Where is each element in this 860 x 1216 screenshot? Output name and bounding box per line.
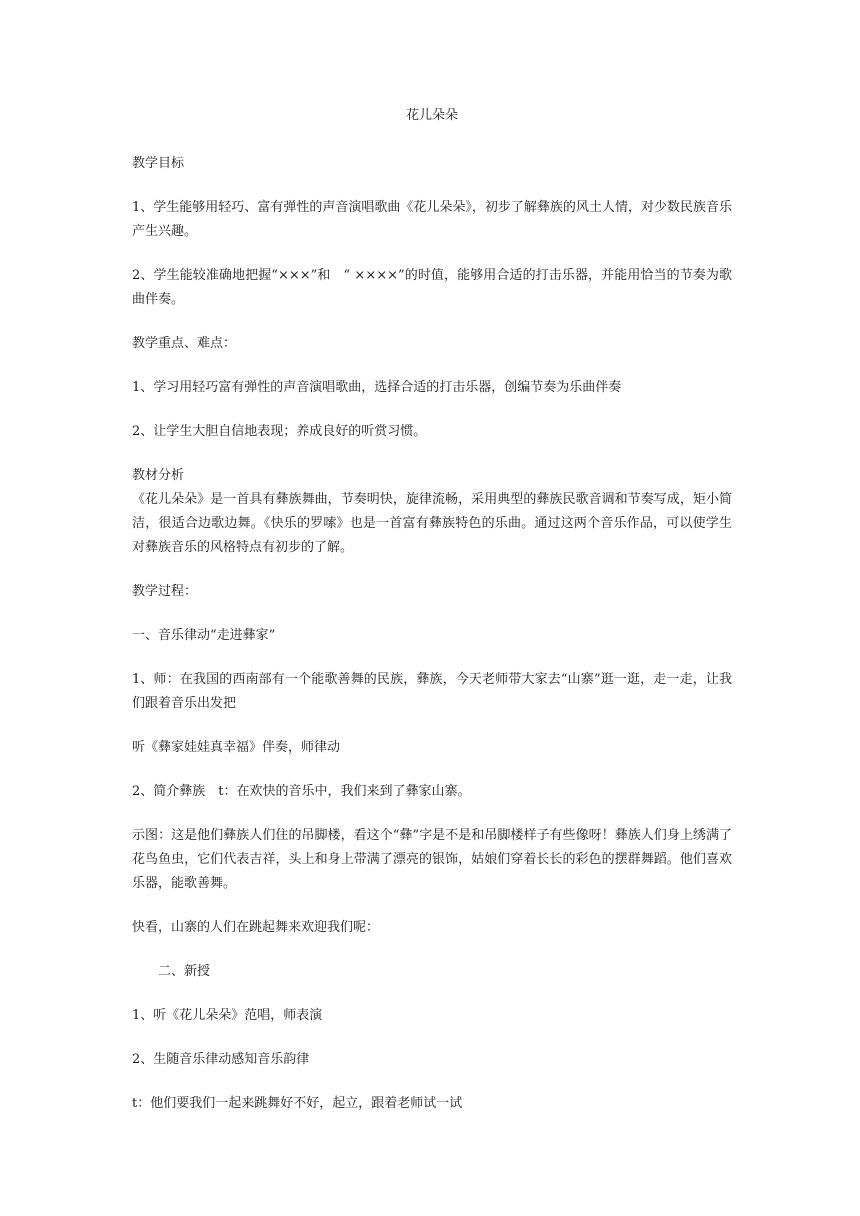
objective-1: 1、学生能够用轻巧、富有弹性的声音演唱歌曲《花儿朵朵》，初步了解彝族的风土人情，对少数民族音乐产生兴趣。: [132, 200, 732, 239]
objective-2: 2、学生能较准确地把握“×××”和 “ ××××”的时值，能够用合适的打击乐器，并能用恰当的节奏为歌曲伴奏。: [132, 268, 732, 307]
show-picture-text: 示图：这是他们彝族人们住的吊脚楼，看这个“彝”字是不是和吊脚楼样子有些像呀！彝族人们身上绣满了花鸟鱼虫，它们代表吉祥，头上和身上带满了漂亮的银饰，姑娘们穿着长长的彩色的摆群舞蹈。他们喜欢乐器，能歌善舞。: [132, 828, 732, 891]
objectives-heading: 教学目标: [132, 156, 185, 171]
new-step-3: t：他们要我们一起来跳舞好不好，起立，跟着老师试一试: [132, 1096, 463, 1111]
new-step-1: 1、听《花儿朵朵》范唱，师表演: [132, 1008, 323, 1023]
focus-heading: 教学重点、难点：: [132, 336, 237, 351]
look-text: 快看，山寨的人们在跳起舞来欢迎我们呢：: [132, 920, 380, 935]
focus-2: 2、让学生大胆自信地表现；养成良好的听赏习惯。: [132, 424, 427, 439]
analysis-text: 《花儿朵朵》是一首具有彝族舞曲，节奏明快，旋律流畅，采用典型的彝族民歌音调和节奏写成，矩小简洁，很适合边歌边舞。《快乐的罗嗦》也是一首富有彝族特色的乐曲。通过这两个音乐作品，可以使学生对彝族音乐的风格特点有初步的了解。: [132, 492, 732, 555]
process-heading: 教学过程：: [132, 584, 198, 599]
analysis-heading: 教材分析: [132, 468, 185, 483]
section-2-heading: 二、新授: [158, 964, 211, 979]
new-step-2: 2、生随音乐律动感知音乐韵律: [132, 1052, 310, 1067]
document-body: [132, 104, 732, 1136]
step-2: 2、简介彝族 t：在欢快的音乐中，我们来到了彝家山寨。: [132, 784, 471, 799]
step-1: 1、师：在我国的西南部有一个能歌善舞的民族，彝族，今天老师带大家去“山寨”逛一逛，走一走，让我们跟着音乐出发把: [132, 672, 732, 711]
step-1b: 听《彝家娃娃真幸福》伴奏，师律动: [132, 740, 341, 755]
section-1-heading: 一、音乐律动“走进彝家”: [132, 628, 276, 643]
focus-1: 1、学习用轻巧富有弹性的声音演唱歌曲，选择合适的打击乐器，创编节奏为乐曲伴奏: [132, 380, 622, 395]
document-title: 花儿朵朵: [405, 108, 458, 123]
